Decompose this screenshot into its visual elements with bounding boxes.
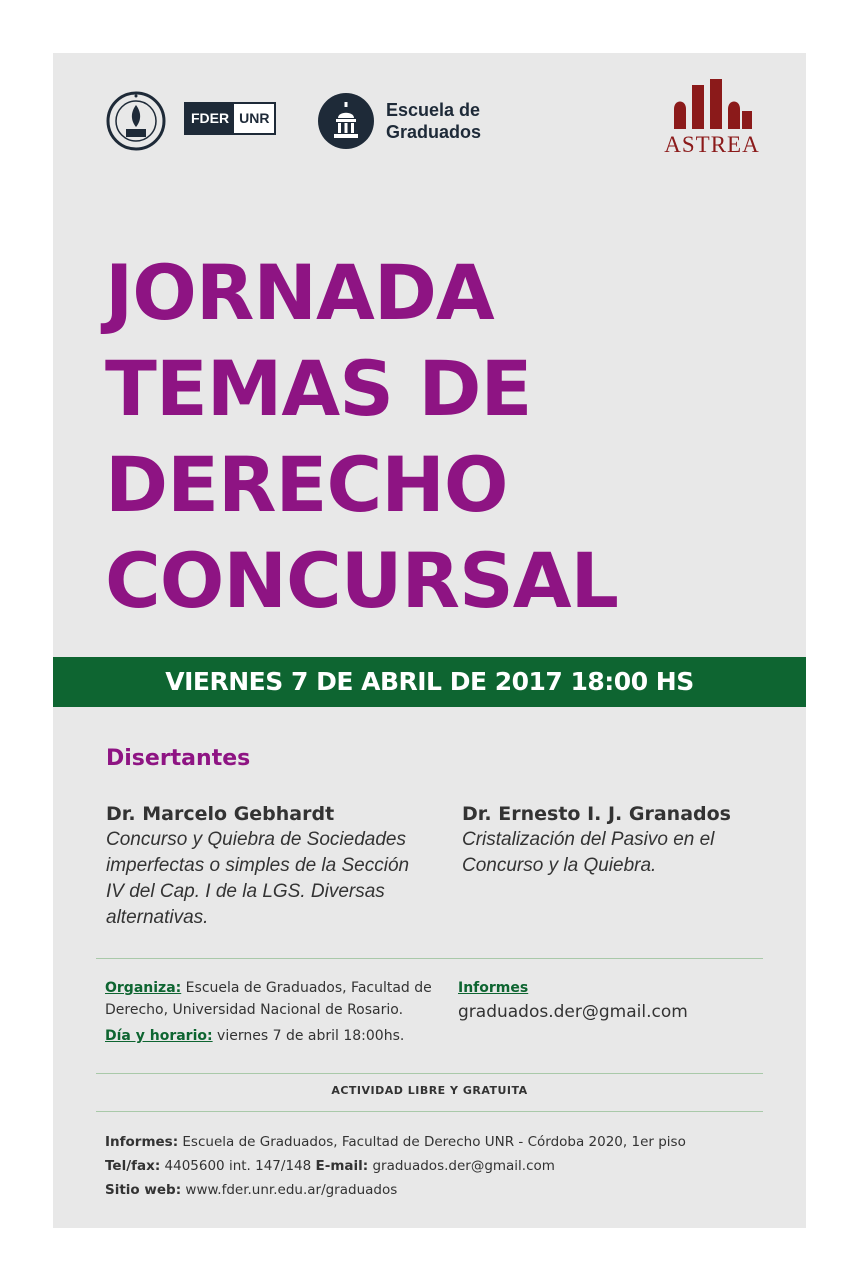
- organiza-label: Organiza:: [105, 980, 182, 996]
- poster: [53, 53, 806, 1228]
- organiza-row: [105, 977, 435, 1021]
- speaker-name: Dr. Ernesto I. J. Granados: [462, 803, 731, 825]
- title-line-1: JORNADA: [105, 248, 494, 337]
- free-activity-label: ACTIVIDAD LIBRE Y GRATUITA: [331, 1084, 528, 1097]
- footer-web-label: Sitio web:: [105, 1182, 182, 1198]
- footer-telfax-label: Tel/fax:: [105, 1158, 161, 1174]
- footer-telfax-text: 4405600 int. 147/148: [160, 1158, 316, 1174]
- organization-info: [105, 977, 435, 1047]
- fder-unr-logo: [184, 102, 276, 135]
- unr-logo-label: UNR: [234, 104, 274, 133]
- fder-logo-label: FDER: [186, 104, 234, 133]
- informes-label: Informes: [458, 980, 529, 996]
- footer-web-link[interactable]: www.fder.unr.edu.ar/graduados: [181, 1182, 398, 1198]
- title-line-4: CONCURSAL: [105, 536, 618, 625]
- footer-email-link[interactable]: graduados.der@gmail.com: [368, 1158, 555, 1174]
- speaker-1: [106, 801, 426, 931]
- footer-informes-text: Escuela de Graduados, Facultad de Derecho UNR - Córdoba 2020, 1er piso: [178, 1134, 686, 1150]
- speakers-heading: Disertantes: [106, 746, 251, 771]
- footer-informes-row: [105, 1130, 785, 1154]
- title-line-2: TEMAS DE: [105, 344, 532, 433]
- divider: [96, 958, 763, 959]
- divider: [96, 1111, 763, 1112]
- divider: [96, 1073, 763, 1074]
- speaker-2: [462, 801, 762, 879]
- horario-text: viernes 7 de abril 18:00hs.: [212, 1028, 405, 1044]
- university-seal-icon: [106, 91, 166, 151]
- contact-email-link[interactable]: graduados.der@gmail.com: [458, 1002, 688, 1022]
- footer-email-label: E-mail:: [315, 1158, 369, 1174]
- date-banner: VIERNES 7 DE ABRIL DE 2017 18:00 HS: [53, 657, 806, 707]
- horario-row: [105, 1025, 435, 1047]
- astrea-label: ASTREA: [664, 132, 760, 157]
- speaker-topic: Concurso y Quiebra de Sociedades imperfectas o simples de la Sección IV del Cap. I de la LGS. Diversas alternativas.: [106, 829, 410, 928]
- escuela-line-2: Graduados: [386, 122, 482, 142]
- escuela-line-1: Escuela de: [386, 100, 481, 120]
- horario-label: Día y horario:: [105, 1028, 213, 1044]
- title-line-3: DERECHO: [105, 440, 508, 529]
- speaker-topic: Cristalización del Pasivo en el Concurso y la Quiebra.: [462, 829, 715, 876]
- footer-web-row: [105, 1178, 785, 1202]
- contact-info: [458, 977, 758, 1025]
- escuela-graduados-logo: [318, 93, 481, 149]
- footer: [105, 1130, 785, 1202]
- speaker-name: Dr. Marcelo Gebhardt: [106, 803, 335, 825]
- organiza-text: Escuela de Graduados, Facultad de Derecho, Universidad Nacional de Rosario.: [105, 980, 432, 1018]
- footer-contact-row: [105, 1154, 785, 1178]
- building-icon: [318, 93, 374, 149]
- astrea-logo: [657, 79, 767, 157]
- astrea-columns-icon: [668, 79, 756, 129]
- footer-informes-label: Informes:: [105, 1134, 179, 1150]
- page-title: [105, 245, 618, 629]
